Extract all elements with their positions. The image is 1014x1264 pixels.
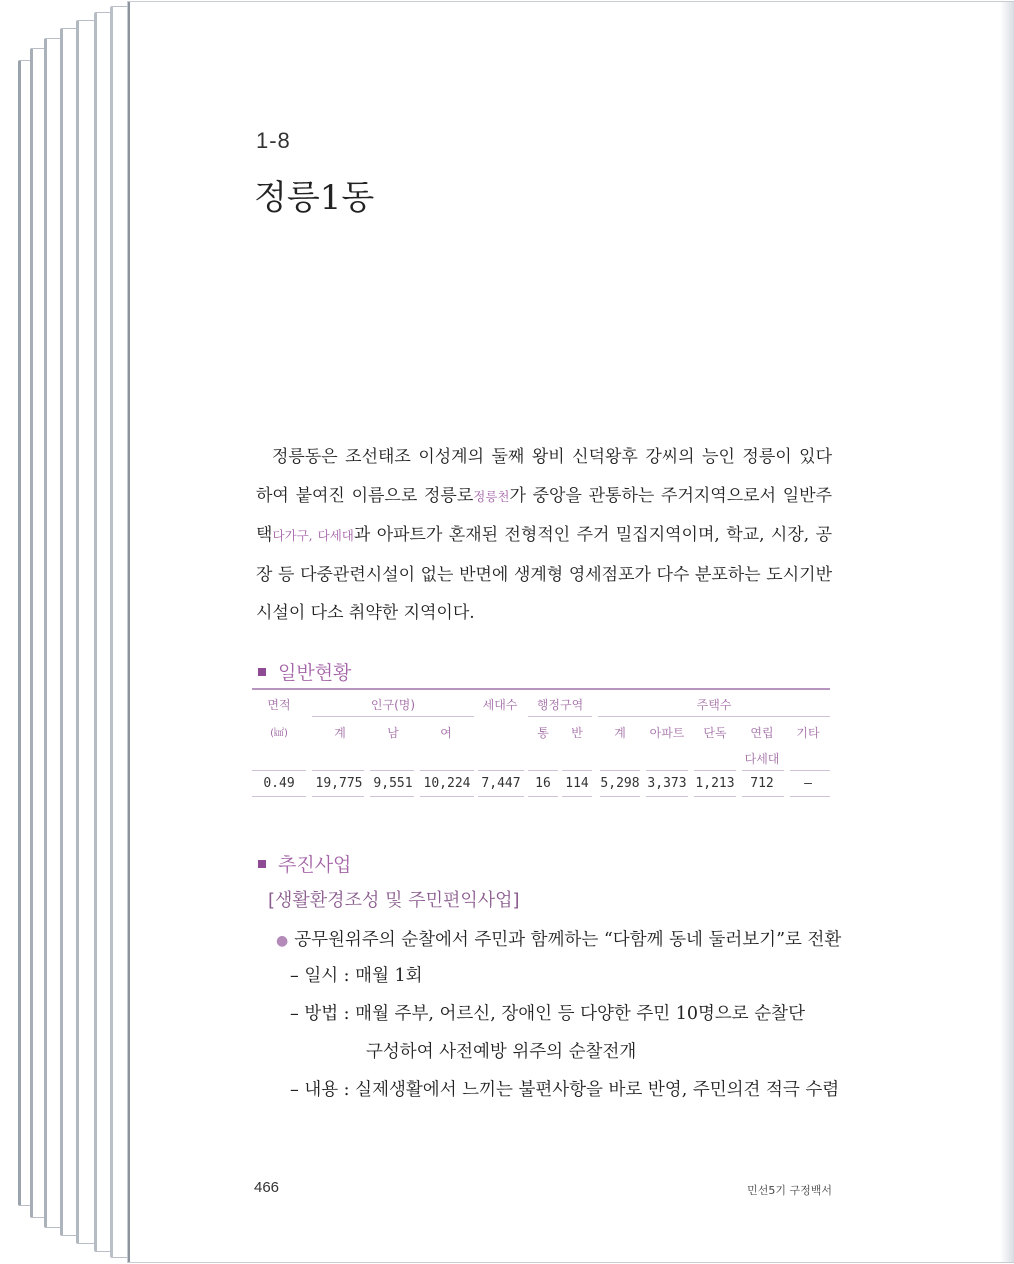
project-content [290, 1076, 839, 1101]
cell-rule [528, 770, 558, 771]
book-page [128, 2, 1014, 1262]
header-rule [598, 716, 830, 717]
header-pop-female: 여 [440, 726, 452, 740]
cell-rule [790, 770, 830, 771]
header-rule [312, 716, 474, 717]
project-bullet [276, 926, 841, 951]
intro-note: 정릉천 [473, 488, 510, 504]
cell-h-other: – [804, 776, 812, 791]
header-h-row: 연립 [750, 726, 774, 740]
header-pop-male: 남 [387, 726, 399, 740]
intro-paragraph [256, 438, 832, 633]
cell-rule [312, 770, 364, 771]
cell-tong: 16 [535, 776, 551, 791]
project-date [290, 962, 423, 987]
section-number: 1-8 [256, 128, 291, 153]
cell-h-row: 712 [750, 776, 774, 791]
bottom-rule [312, 796, 364, 797]
intro-text: 가 중앙을 관통하는 주거지역으로서 일반주택 [256, 485, 832, 545]
projects-heading-text: 추진사업 [278, 854, 352, 876]
bottom-rule [562, 796, 592, 797]
project-bullet-text: 공무원위주의 순찰에서 주민과 함께하는 “다함께 동네 둘러보기”로 전환 [294, 930, 842, 950]
square-bullet-icon [258, 860, 266, 868]
cell-rule [562, 770, 592, 771]
bottom-rule [790, 796, 830, 797]
cell-rule [600, 770, 640, 771]
bottom-rule [478, 796, 524, 797]
bottom-rule [370, 796, 414, 797]
cell-rule [252, 770, 306, 771]
header-ban: 반 [571, 726, 583, 740]
cell-h-apt: 3,373 [647, 776, 687, 791]
general-table [252, 688, 830, 798]
cell-h-total: 5,298 [600, 776, 640, 791]
header-area: 면적 [267, 698, 291, 712]
general-heading [258, 658, 351, 685]
header-pop-total: 계 [334, 726, 346, 740]
bottom-rule [646, 796, 688, 797]
content-value: 실제생활에서 느끼는 불편사항을 바로 반영, 주민의견 적극 수렴 [355, 1080, 840, 1100]
cell-rule [742, 770, 784, 771]
header-households: 세대수 [482, 698, 518, 712]
bottom-rule [694, 796, 736, 797]
method-label: – 방법 : [290, 1004, 350, 1024]
cell-pop-male: 9,551 [373, 776, 413, 791]
page-title: 정릉1동 [254, 178, 375, 218]
cell-pop-total: 19,775 [315, 776, 363, 791]
cell-rule [478, 770, 524, 771]
bottom-rule [600, 796, 640, 797]
general-heading-text: 일반현황 [278, 662, 352, 684]
intro-note: 다가구, 다세대 [272, 528, 354, 543]
content-label: – 내용 : [290, 1080, 350, 1100]
square-bullet-icon [258, 668, 266, 676]
bottom-rule [252, 796, 306, 797]
bottom-rule [742, 796, 784, 797]
cell-rule [646, 770, 688, 771]
table-top-rule [252, 688, 830, 690]
bottom-rule [420, 796, 474, 797]
project-method-cont: 구성하여 사전예방 위주의 순찰전개 [366, 1042, 637, 1062]
header-h-other: 기타 [796, 726, 820, 740]
bottom-rule [528, 796, 558, 797]
cell-h-single: 1,213 [695, 776, 735, 791]
bullet-dot-icon: ● [276, 933, 289, 949]
project-method [290, 1000, 805, 1025]
cell-area: 0.49 [263, 776, 295, 791]
header-h-single: 단독 [703, 726, 727, 740]
date-value: 매월 1회 [355, 966, 423, 986]
page-number: 466 [254, 1179, 280, 1196]
cell-rule [420, 770, 474, 771]
date-label: – 일시 : [290, 966, 350, 986]
cell-rule [694, 770, 736, 771]
header-housing: 주택수 [696, 698, 732, 712]
header-area-unit: (㎢) [270, 728, 288, 739]
header-admin: 행정구역 [536, 698, 584, 712]
cell-pop-female: 10,224 [423, 776, 471, 791]
projects-heading [258, 850, 351, 877]
intro-text: 정릉동은 조선태조 이성계의 둘째 왕비 신덕왕후 강씨의 능인 정릉이 있다 하여 붙여진 이름으로 정릉로 [256, 447, 832, 506]
header-h-row2: 다세대 [744, 752, 780, 766]
header-h-total: 계 [614, 726, 626, 740]
intro-text: 과 아파트가 혼재된 전형적인 주거 밀집지역이며, 학교, 시장, 공장 등 다중관련시설이 없는 반면에 생계형 영세점포가 다수 분포하는 도시기반시설이 다소 취약한 지역이다. [256, 525, 832, 623]
projects-subtitle: [생활환경조성 및 주민편익사업] [268, 890, 520, 911]
cell-ban: 114 [565, 776, 589, 791]
header-population: 인구(명) [370, 698, 416, 712]
method-value: 매월 주부, 어르신, 장애인 등 다양한 주민 10명으로 순찰단 [355, 1004, 805, 1024]
header-tong: 통 [537, 726, 549, 740]
cell-rule [370, 770, 414, 771]
book-title: 민선5기 구정백서 [747, 1184, 832, 1197]
header-rule [528, 716, 592, 717]
cell-households: 7,447 [481, 776, 521, 791]
header-h-apt: 아파트 [649, 726, 685, 740]
